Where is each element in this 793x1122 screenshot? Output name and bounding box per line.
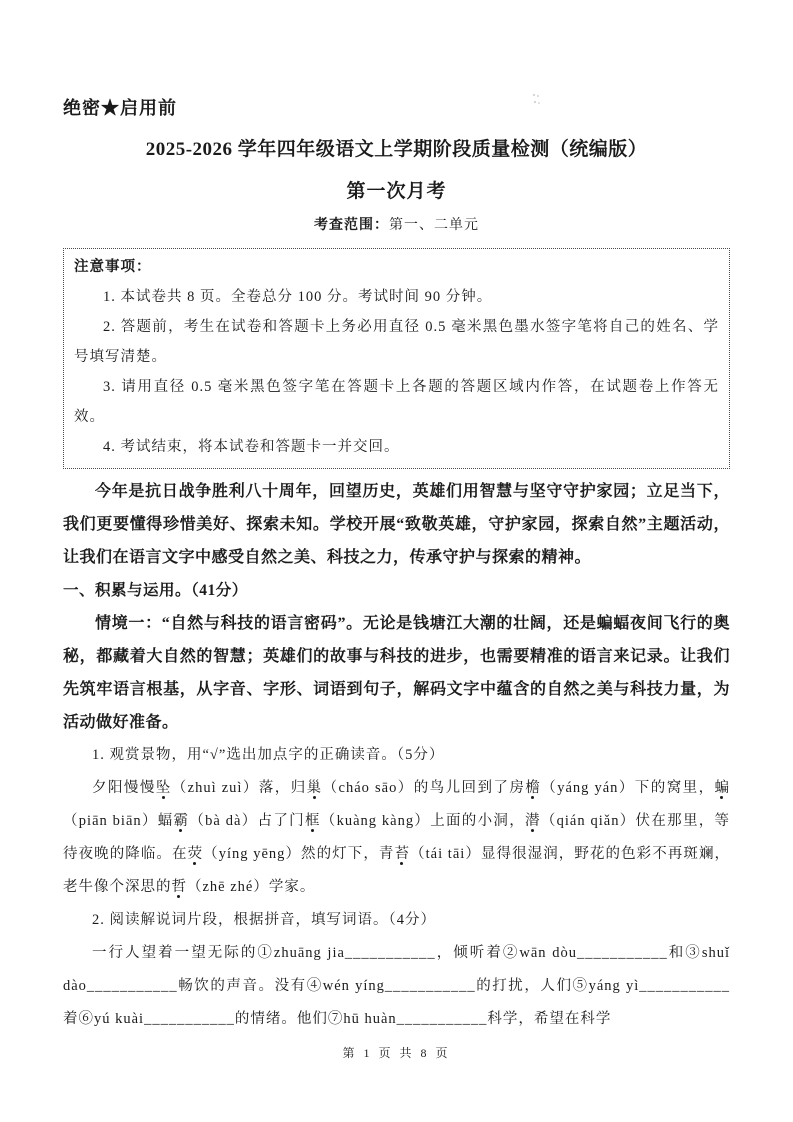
emphasized-character: 蝙 bbox=[714, 780, 731, 796]
emphasized-character: 哲 bbox=[171, 879, 187, 895]
passage-text: （piān biān）蝠 bbox=[63, 813, 174, 829]
passage-text: （zhē zhé）学家。 bbox=[187, 879, 316, 895]
page-footer: 第 1 页 共 8 页 bbox=[342, 1046, 451, 1060]
section-1-heading: 一、积累与运用。（41分） bbox=[63, 582, 248, 599]
emphasized-character: 框 bbox=[304, 813, 321, 829]
exam-session-title: 第一次月考 bbox=[346, 181, 447, 202]
emphasized-character: 潜 bbox=[525, 813, 541, 829]
passage-text: （tái tāi）显得很湿润，野花的色彩不再斑斓，老牛像个深思的 bbox=[63, 846, 731, 895]
passage-text: 夕阳慢慢 bbox=[92, 780, 156, 796]
exam-scope-line bbox=[63, 216, 730, 236]
emphasized-character: 苔 bbox=[394, 846, 411, 862]
notice-item-1: 1. 本试卷共 8 页。全卷总分 100 分。考试时间 90 分钟。 bbox=[103, 289, 493, 305]
intro-paragraph: 今年是抗日战争胜利八十周年，回望历史，英雄们用智慧与坚守守护家园；立足当下，我们更要懂得珍惜美好、探索未知。学校开展“致敬英雄，守护家园，探索自然”主题活动，让我们在语言文字中感受自然之美、科技之力，传承守护与探索的精神。 bbox=[63, 483, 730, 566]
question-1-passage bbox=[63, 772, 730, 904]
emphasized-character: 坠 bbox=[155, 780, 172, 796]
scope-value: 第一、二单元 bbox=[389, 218, 479, 233]
emphasized-character: 巢 bbox=[306, 780, 323, 796]
notice-item-2: 2. 答题前，考生在试卷和答题卡上务必用直径 0.5 毫米黑色墨水签字笔将自己的姓名、学号填写清楚。 bbox=[74, 319, 719, 365]
emphasized-character: 檐 bbox=[525, 780, 542, 796]
passage-text: （yáng yán）下的窝里， bbox=[541, 780, 715, 796]
scope-label: 考查范围： bbox=[314, 218, 389, 233]
passage-text: （qián qiǎn）伏在那里，等待夜晚的降临。在 bbox=[63, 813, 731, 862]
scenario-1-paragraph: 情境一：“自然与科技的语言密码”。无论是钱塘江大潮的壮阔，还是蝙蝠夜间飞行的奥秘，都藏着大自然的智慧；英雄们的故事与科技的进步，也需要精准的语言来记录。让我们先筑牢语言根基，从字音、字形、词语到句子，解码文字中蕴含的自然之美与科技力量，为活动做好准备。 bbox=[63, 615, 730, 731]
passage-text: （zhuì zuì）落，归 bbox=[171, 780, 307, 796]
notice-heading: 注意事项： bbox=[74, 259, 152, 275]
passage-text: （yíng yēng）然的灯下，青 bbox=[203, 846, 395, 862]
emphasized-character: 霸 bbox=[173, 813, 190, 829]
notice-item-3: 3. 请用直径 0.5 毫米黑色签字笔在答题卡上各题的答题区域内作答，在试题卷上作答无效。 bbox=[74, 379, 719, 425]
question-2-prompt: 2. 阅读解说词片段，根据拼音，填写词语。（4分） bbox=[92, 912, 436, 928]
page-title: 2025-2026 学年四年级语文上学期阶段质量检测（统编版） bbox=[145, 139, 648, 160]
notice-item-4: 4. 考试结束，将本试卷和答题卡一并交回。 bbox=[103, 439, 400, 455]
notice-box bbox=[63, 248, 730, 469]
classification-label: 绝密★启用前 bbox=[63, 98, 177, 118]
emphasized-character: 荧 bbox=[187, 846, 204, 862]
passage-text: （cháo sāo）的鸟儿回到了房 bbox=[322, 780, 526, 796]
passage-text: （bà dà）占了门 bbox=[189, 813, 305, 829]
passage-text: （kuàng kàng）上面的小洞， bbox=[320, 813, 525, 829]
question-2-text: 一行人望着一望无际的①zhuāng jia___________，倾听着②wān dòu___________和③shuǐ dào___________畅饮的声音。没有④wén yíng___________的打扰，人们⑤yáng yì___________着⑥yú kuài___________的情绪。他们⑦hū huàn___________科学，希望在科学 bbox=[63, 945, 730, 1027]
scan-artifact-dot bbox=[533, 94, 535, 96]
question-1-prompt: 1. 观赏景物，用“√”选出加点字的正确读音。（5分） bbox=[92, 747, 445, 763]
